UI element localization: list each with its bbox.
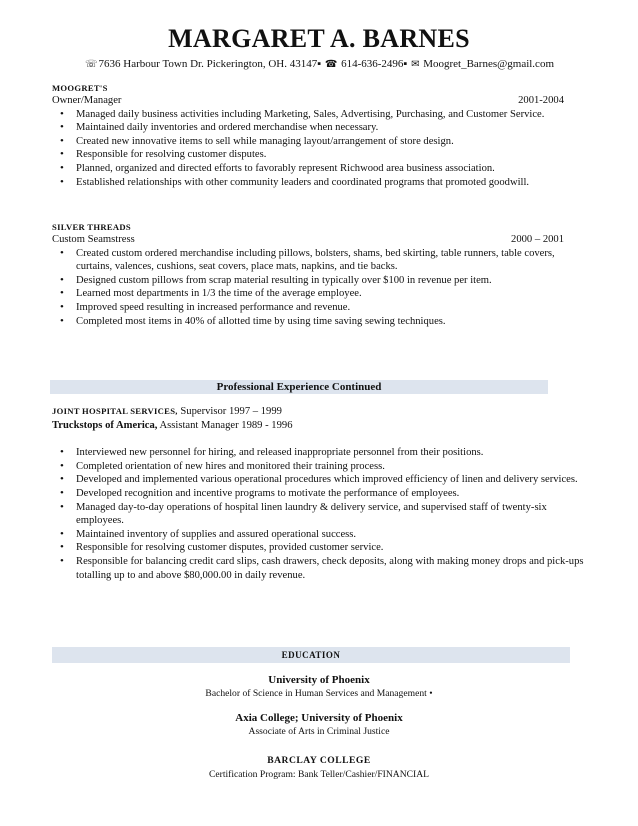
list-item: • Managed daily business activities including Marketing, Sales, Advertising, Purchasing, and Customer Service. [52, 108, 592, 122]
list-item: • Developed recognition and incentive programs to motivate the performance of employees. [52, 487, 592, 501]
position-dates: Supervisor 1997 – 1999 [177, 406, 282, 417]
list-item: • Completed orientation of new hires and monitored their training process. [52, 460, 592, 474]
list-item: • Completed most items in 40% of allotted time by using time saving sewing techniques. [52, 315, 592, 329]
job-title: Owner/Manager [52, 95, 122, 106]
bullet-list [52, 446, 592, 582]
list-item: • Developed and implemented various operational procedures which improved efficiency of linen and delivery services. [52, 473, 592, 487]
envelope-icon: ✉ [411, 59, 420, 70]
list-item: • Created new innovative items to sell while managing layout/arrangement of store design. [52, 135, 592, 149]
education-entry [0, 754, 638, 781]
education-heading-bar: EDUCATION [52, 647, 570, 663]
bullet-list [52, 247, 592, 329]
contact-line [0, 57, 638, 72]
school-name: University of Phoenix [268, 674, 370, 686]
role-row [52, 94, 564, 108]
bullet-list [52, 108, 592, 190]
list-item: • Improved speed resulting in increased performance and revenue. [52, 301, 592, 315]
address: 7636 Harbour Town Dr. Pickerington, OH. 43147 [98, 58, 318, 70]
degree-name: Bachelor of Science in Human Services and Management • [205, 688, 433, 699]
job-dates: 2001-2004 [518, 95, 564, 106]
section-heading-bar: Professional Experience Continued [50, 380, 548, 394]
role-row [52, 233, 564, 247]
email-address[interactable]: Moogret_Barnes@gmail.com [423, 58, 554, 70]
company-name: SILVER THREADS [52, 222, 131, 232]
degree-name: Certification Program: Bank Teller/Cashier/FINANCIAL [208, 769, 430, 780]
employer-line-2 [52, 419, 592, 433]
education-entry [0, 673, 638, 700]
list-item: • Maintained daily inventories and ordered merchandise when necessary. [52, 121, 592, 135]
separator-square: ▪ [403, 58, 408, 70]
phone-number: 614-636-2496 [341, 58, 404, 70]
continued-experience [52, 405, 592, 582]
list-item: • Interviewed new personnel for hiring, and released inappropriate personnel from their positions. [52, 446, 592, 460]
list-item: • Created custom ordered merchandise including pillows, bolsters, shams, bed skirting, table runners, table covers, curtains, valences, cushions, seat covers, place mats, napkins, and tie backs. [52, 247, 592, 274]
separator-square: ▪ [317, 58, 322, 70]
list-item: • Established relationships with other community leaders and coordinated programs that promoted goodwill. [52, 176, 592, 190]
education-entry [0, 711, 638, 738]
list-item: • Planned, organized and directed efforts to favorably represent Richwood area business association. [52, 162, 592, 176]
employer-line-1 [52, 405, 592, 419]
company-name: JOINT HOSPITAL SERVICES, [52, 406, 178, 416]
degree-name: Associate of Arts in Criminal Justice [248, 726, 390, 737]
job-moogrets [52, 82, 592, 189]
phone-desk-icon: ☏ [84, 59, 98, 70]
job-silver-threads [52, 221, 592, 328]
school-name: BARCLAY COLLEGE [267, 755, 371, 766]
list-item: • Designed custom pillows from scrap material resulting in typically over $100 in revenue per item. [52, 274, 592, 288]
list-item: • Responsible for resolving customer disputes, provided customer service. [52, 541, 592, 555]
list-item: • Responsible for resolving customer disputes. [52, 148, 592, 162]
telephone-icon: ☎ [324, 59, 338, 70]
list-item: • Managed day-to-day operations of hospital linen laundry & delivery service, and supervised staff of twenty-six employees. [52, 501, 592, 528]
company-name: MOOGRET'S [52, 83, 108, 93]
applicant-name: MARGARET A. BARNES [168, 24, 470, 53]
position-dates: Assistant Manager 1989 - 1996 [157, 419, 293, 431]
job-dates: 2000 – 2001 [511, 234, 564, 245]
company-name: Truckstops of America, [52, 419, 158, 431]
list-item: • Maintained inventory of supplies and assured operational success. [52, 528, 592, 542]
school-name: Axia College; University of Phoenix [235, 712, 403, 724]
list-item: • Responsible for balancing credit card slips, cash drawers, check deposits, along with making money drops and pick-ups totalling up to and above $80,000.00 in daily revenue. [52, 555, 592, 582]
list-item: • Learned most departments in 1/3 the time of the average employee. [52, 287, 592, 301]
job-title: Custom Seamstress [52, 234, 135, 245]
